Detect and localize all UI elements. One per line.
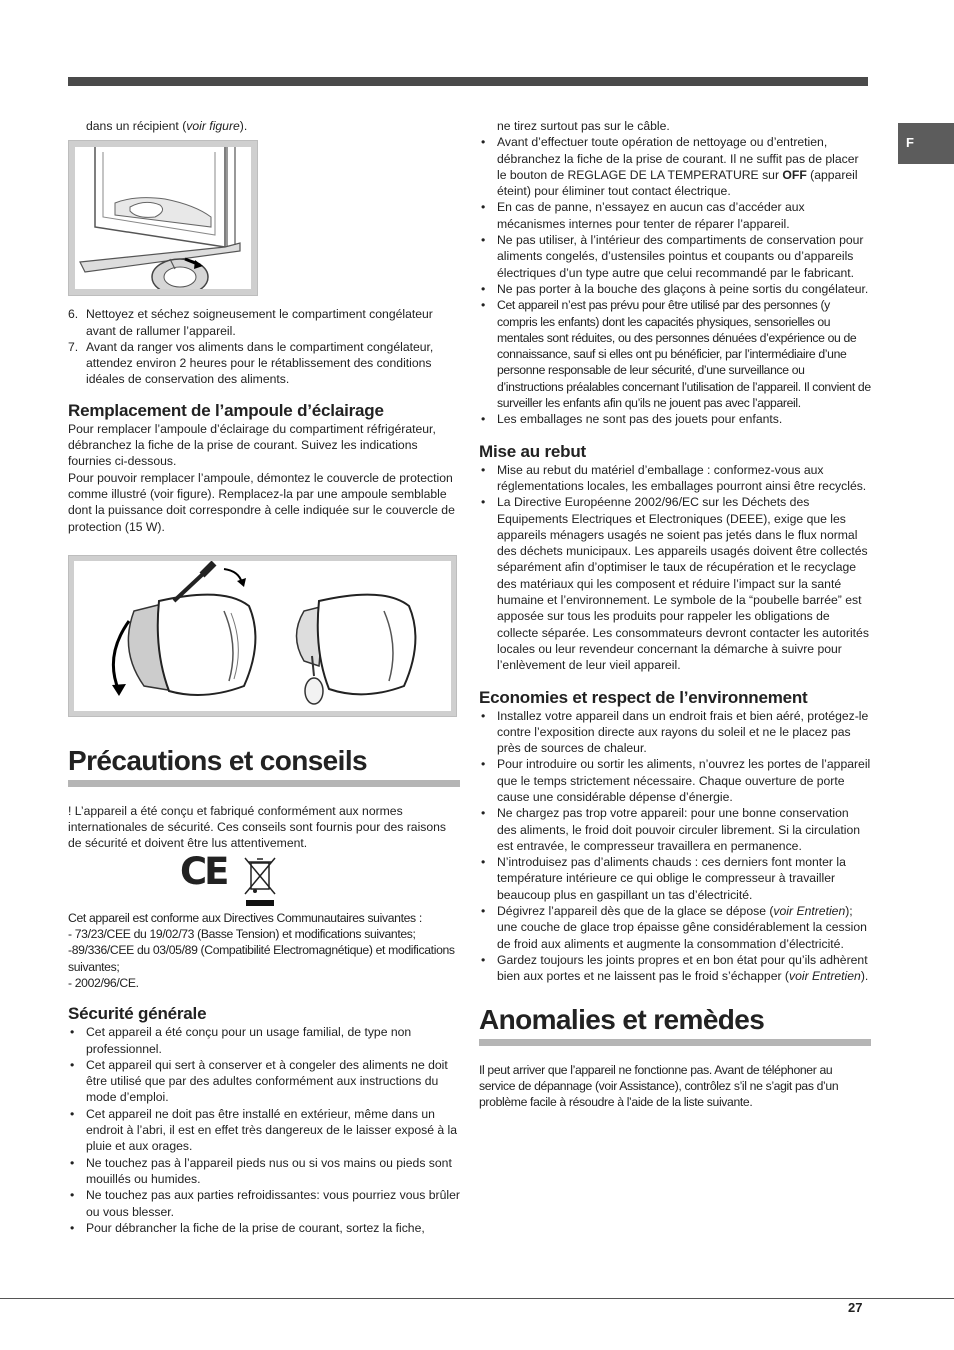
freezer-drain-illustration xyxy=(75,147,251,289)
precautions-title-rule xyxy=(68,780,460,787)
header-rule xyxy=(68,77,868,86)
list-item: • En cas de panne, n’essayez en aucun cas d’accéder aux mécanismes internes pour tenter de réparer l’appareil. xyxy=(479,199,871,232)
precautions-title: Précautions et conseils xyxy=(68,744,367,776)
right-column xyxy=(479,118,871,1110)
list-item: 6. Nettoyez et séchez soigneusement le compartiment congélateur avant de rallumer l’appareil. xyxy=(68,307,433,338)
bulb-paragraph-2: Pour pouvoir remplacer l’ampoule, démontez le couvercle de protection comme illustré (voir figure). Remplacez-la par une ampoule semblable dont la puissance doit correspondre à celle indiquée sur le couvercle de protection (15 W). xyxy=(68,470,455,534)
economies-list xyxy=(479,708,871,985)
intro-text: dans un récipient ( xyxy=(86,119,187,133)
list-item: • Gardez toujours les joints propres et en bon état pour qu’ils adhèrent bien aux portes et ne laissent pas le froid s’échapper (voir Entretien). xyxy=(479,952,871,985)
bulb-paragraph-1: Pour remplacer l’ampoule d’éclairage du compartiment réfrigérateur, débranchez la fiche de la prise de courant. Suivez les indications fournies ci-dessous. xyxy=(68,421,436,469)
list-item: • Ne pas utiliser, à l’intérieur des compartiments de conservation pour aliments congelés, d’ustensiles pointus et coupants ou d’appareils électriques d’un type autre que celui recommandé par le fabricant. xyxy=(479,232,871,281)
page-number: 27 xyxy=(848,1300,863,1315)
directive-line: Cet appareil est conforme aux Directives Communautaires suivantes : xyxy=(68,910,422,925)
bulb-figure xyxy=(68,555,457,717)
list-item: • Pour introduire ou sortir les aliments, n’ouvrez les portes de l’appareil que le temps strictement nécessaire. Chaque ouverture de porte cause une considérable dépense d’énergie. xyxy=(479,756,871,805)
list-item: • Pour débrancher la fiche de la prise de courant, sortez la fiche, xyxy=(68,1220,460,1236)
bulb-heading: Remplacement de l’ampoule d’éclairage xyxy=(68,400,384,420)
language-tab xyxy=(898,123,954,164)
anomalies-title-rule xyxy=(479,1039,871,1046)
rebut-heading: Mise au rebut xyxy=(479,441,586,461)
list-item: • N’introduisez pas d’aliments chauds : ces derniers font monter la température intérieure ce qui oblige le compresseur à travailler beaucoup plus en gaspillant un tas d’électricité. xyxy=(479,854,871,903)
list-item: • Cet appareil a été conçu pour un usage familial, de type non professionnel. xyxy=(68,1024,460,1057)
freezer-figure xyxy=(68,140,258,296)
list-item: • Ne touchez pas aux parties refroidissantes: vous pourriez vous brûler ou vous blesser. xyxy=(68,1187,460,1220)
language-tab-label: F xyxy=(906,135,914,150)
list-item: • Ne chargez pas trop votre appareil: pour une bonne conservation des aliments, le froid doit pouvoir circuler librement. Si la circulation est entravée, le compresseur travaillera en permanence. xyxy=(479,805,871,854)
list-item: • Cet appareil ne doit pas être installé en extérieur, même dans un endroit à l’abri, il est en effet très dangereux de le laisser exposé à la pluie et aux orages. xyxy=(68,1106,460,1155)
intro-continuation xyxy=(68,118,460,134)
anomalies-title: Anomalies et remèdes xyxy=(479,1003,765,1035)
economies-heading: Economies et respect de l’environnement xyxy=(479,687,808,707)
intro-suffix: ). xyxy=(239,119,248,133)
list-item: • Mise au rebut du matériel d’emballage : conformez-vous aux réglementations locales, les emballages pourront ainsi être recyclés. xyxy=(479,462,871,495)
ce-mark: CE xyxy=(180,849,227,893)
list-item: 7. Avant da ranger vos aliments dans le compartiment congélateur, attendez environ 2 heures pour le rétablissement des conditions idéales de conservation des aliments. xyxy=(68,339,434,387)
list-item: • Installez votre appareil dans un endroit frais et bien aéré, protégez-le contre l’exposition directe aux rayons du soleil et ne le placez pas près de sources de chaleur. xyxy=(479,708,871,757)
directive-line: - 2002/96/CE. xyxy=(68,975,139,990)
security-continuation: ne tirez surtout pas sur le câble. xyxy=(497,119,670,133)
list-item: • Ne touchez pas à l’appareil pieds nus ou si vos mains ou pieds sont mouillés ou humides. xyxy=(68,1155,460,1188)
intro-italic: voir figure xyxy=(186,119,240,133)
list-item: • La Directive Européenne 2002/96/EC sur les Déchets des Equipements Electriques et Electroniques (DEEE), exige que les appareils ménagers usagés ne soient pas jetés dans le flux normal des déchets municipaux. Les appareils usagés doivent être collectés séparément afin d’optimiser le taux de récupération et le recyclage des matériaux qui les composent et réduire l’impact sur la santé humaine et l’environnement. Le symbole de la “poubelle barrée” est apposée sur tous les produits pour rappeler les obligations de collecte séparée. Les consommateurs devront contacter les autorités locales ou leur revendeur concernant la démarche à suivre pour l’enlèvement de leur vieil appareil. xyxy=(479,494,871,673)
bulb-cover-illustration xyxy=(74,561,451,711)
rebut-list xyxy=(479,462,871,674)
precautions-intro: ! L’appareil a été conçu et fabriqué conformément aux normes internationales de sécurité. Ces conseils sont fournis pour des raisons de sécurité et doivent être lus attentivement. xyxy=(68,803,447,851)
footer-rule xyxy=(0,1298,954,1299)
list-item: • Dégivrez l’appareil dès que de la glace se dépose (voir Entretien); une couche de glace trop épaisse gêne considérablement la cession de froid aux aliments et augmente la consommation d’électricité. xyxy=(479,903,871,952)
crossed-bin-icon xyxy=(242,854,278,910)
directives-block xyxy=(68,910,460,991)
security-heading: Sécurité générale xyxy=(68,1004,207,1024)
step-list xyxy=(68,306,460,387)
left-column xyxy=(68,118,460,1236)
security-list xyxy=(68,1024,460,1236)
security-list-continued xyxy=(479,134,871,427)
directive-line: - 73/23/CEE du 19/02/73 (Basse Tension) et modifications suivantes; xyxy=(68,927,416,942)
list-item: • Cet appareil n’est pas prévu pour être utilisé par des personnes (y compris les enfants) dont les capacités physiques, sensorielles ou mentales sont réduites, ou des personnes dénuées d’expérience ou de connaissance, sauf si elles ont pu bénéficier, par l’intermédiaire d’une personne responsable de leur sécurité, d’une surveillance ou d’instructions préalables concernant l’utilisation de l’appareil. Il convient de surveiller les enfants afin qu’ils ne jouent pas avec l’appareil. xyxy=(479,297,871,411)
list-item: • Ne pas porter à la bouche des glaçons à peine sortis du congélateur. xyxy=(479,281,871,297)
list-item: • Cet appareil qui sert à conserver et à congeler des aliments ne doit être utilisé que par des adultes conformément aux instructions du mode d’emploi. xyxy=(68,1057,460,1106)
directive-line: -89/336/CEE du 03/05/89 (Compatibilité Electromagnétique) et modifications suivantes; xyxy=(68,943,455,974)
anomalies-intro: Il peut arriver que l’appareil ne fonctionne pas. Avant de téléphoner au service de dépannage (voir Assistance), contrôlez s’il ne s’agit pas d’un problème facile à résoudre à l’aide de la liste suivante. xyxy=(479,1062,839,1110)
list-item: • Les emballages ne sont pas des jouets pour enfants. xyxy=(479,411,871,427)
compliance-marks xyxy=(68,849,460,910)
list-item: • Avant d’effectuer toute opération de nettoyage ou d’entretien, débranchez la fiche de la prise de courant. Il ne suffit pas de placer le bouton de REGLAGE DE LA TEMPERATURE sur OFF (appareil éteint) pour éliminer tout contact électrique. xyxy=(479,134,871,199)
